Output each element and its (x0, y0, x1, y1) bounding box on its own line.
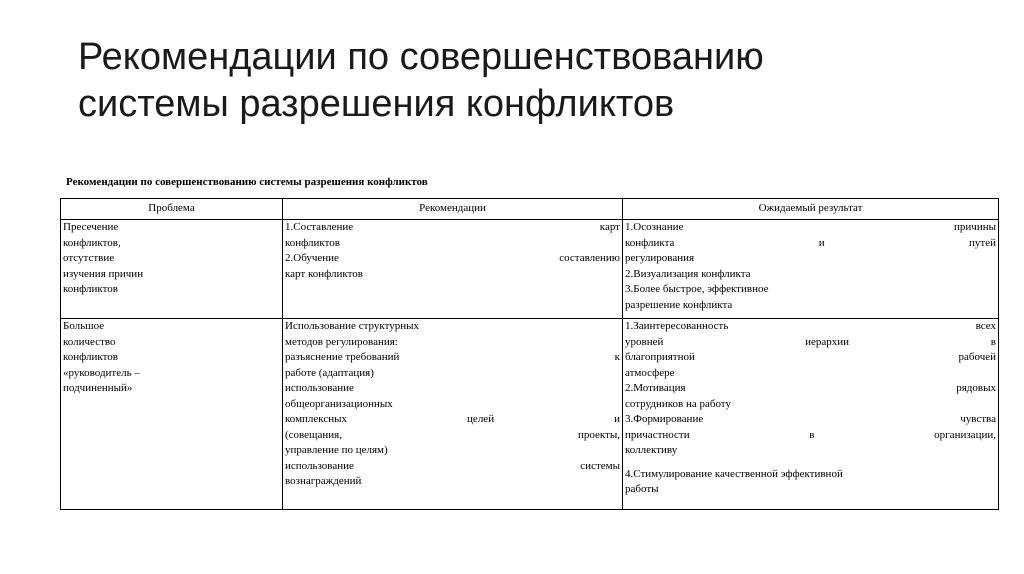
recommendation-line (285, 350, 620, 366)
result-line: 4.Стимулирование качественной эффективной (625, 467, 843, 480)
word: 1.Осознание (625, 221, 684, 233)
word: причины (954, 221, 996, 233)
result-cell (623, 319, 999, 510)
word: и (818, 236, 825, 249)
slide-title-line-2: системы разрешения конфликтов (78, 83, 675, 125)
header-problem: Проблема (61, 199, 283, 220)
word: 2.Обучение (285, 252, 339, 264)
word: всех (975, 320, 996, 332)
word: причастности (625, 428, 690, 441)
word: составлению (559, 252, 620, 264)
result-line: разрешение конфликта (625, 298, 733, 311)
problem-line: «руководитель – (63, 366, 140, 379)
word: организации, (934, 428, 996, 441)
recommendation-line: использование (285, 382, 354, 394)
word: конфликта (625, 236, 675, 249)
recommendation-line (285, 220, 620, 236)
recommendation-cell (283, 319, 623, 510)
result-line (625, 428, 996, 444)
result-line: 2.Визуализация конфликта (625, 267, 751, 280)
result-line: работы (625, 483, 659, 495)
problem-line: Большое (63, 320, 105, 332)
word: иерархии (805, 335, 850, 348)
word: в (809, 428, 815, 441)
recommendation-cell (283, 220, 623, 319)
recommendation-line (285, 412, 620, 428)
result-line: сотрудников на работу (625, 397, 731, 410)
result-line (625, 412, 996, 428)
result-line (625, 459, 996, 467)
table-row (61, 319, 999, 510)
word: карт (599, 221, 620, 233)
recommendation-line: карт конфликтов (285, 267, 363, 280)
problem-line: конфликтов (63, 283, 118, 295)
word: 3.Формирование (625, 413, 704, 425)
word: системы (580, 459, 620, 472)
word: 1.Заинтересованность (625, 320, 729, 332)
result-line (625, 319, 996, 335)
recommendation-line: методов регулирования: (285, 335, 398, 348)
slide-title (78, 34, 978, 128)
word: уровней (625, 335, 664, 348)
recommendation-line: Использование структурных (285, 320, 420, 332)
problem-line: изучения причин (63, 267, 144, 280)
result-line: регулирования (625, 252, 695, 264)
table-row (61, 220, 999, 319)
word: путей (969, 236, 996, 249)
result-line (625, 381, 996, 397)
header-expected-result: Ожидаемый результат (623, 199, 999, 220)
result-line (625, 220, 996, 236)
word: благоприятной (625, 351, 695, 363)
problem-line: отсутствие (63, 252, 115, 264)
word: (совещания, (285, 428, 342, 441)
problem-line: количество (63, 335, 116, 348)
result-line (625, 236, 996, 252)
recommendation-line (285, 251, 620, 267)
result-line: атмосфере (625, 366, 675, 379)
recommendation-line: работе (адаптация) (285, 366, 374, 379)
word: в (990, 335, 996, 348)
word: 1.Составление (285, 221, 354, 233)
word: 2.Мотивация (625, 382, 686, 394)
word: к (614, 351, 620, 363)
word: чувства (960, 413, 996, 425)
recommendation-line: общеорганизационных (285, 397, 393, 410)
problem-line: Пресечение (63, 221, 119, 233)
problem-cell (61, 220, 283, 319)
recommendation-line: управление по целям) (285, 444, 388, 456)
problem-line: конфликтов, (63, 236, 121, 249)
problem-line: конфликтов (63, 351, 118, 363)
word: использование (285, 459, 354, 472)
word: и (614, 413, 620, 425)
recommendation-line: конфликтов (285, 236, 340, 249)
header-recommendations: Рекомендации (283, 199, 623, 220)
word: целей (467, 413, 495, 425)
recommendations-table (60, 198, 999, 510)
word: рабочей (958, 351, 996, 363)
word: разъяснение требований (285, 351, 400, 363)
table-caption: Рекомендации по совершенствованию системы разрешения конфликтов (66, 176, 428, 188)
word: комплексных (285, 413, 348, 425)
recommendation-line (285, 428, 620, 444)
recommendation-line: вознаграждений (285, 475, 362, 487)
result-cell (623, 220, 999, 319)
result-line (625, 335, 996, 351)
result-line (625, 350, 996, 366)
recommendation-line (285, 459, 620, 475)
result-line: коллективу (625, 444, 678, 456)
slide-title-line-1: Рекомендации по совершенствованию (78, 36, 764, 78)
result-line: 3.Более быстрое, эффективное (625, 283, 769, 295)
problem-cell (61, 319, 283, 510)
table-header-row (61, 199, 999, 220)
word: проекты, (577, 428, 620, 441)
problem-line: подчиненный» (63, 382, 133, 394)
word: рядовых (956, 382, 996, 394)
